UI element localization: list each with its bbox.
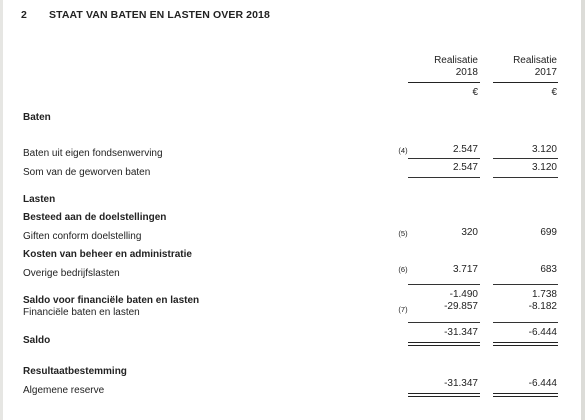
- saldo-2018: -31.347: [444, 327, 478, 338]
- algemene-double-rule-2018: [408, 393, 480, 397]
- section-number: 2: [21, 9, 27, 21]
- saldo-double-rule-2018: [408, 342, 480, 346]
- algemene-2017: -6.444: [528, 378, 557, 389]
- algemene-2018: -31.347: [444, 378, 478, 389]
- saldo-fin-2018: -1.490: [449, 289, 478, 300]
- fin-rule-2017: [493, 322, 558, 323]
- resultaat-heading: Resultaatbestemming: [23, 366, 127, 377]
- column-header-2017-label: Realisatie: [513, 55, 557, 66]
- column-header-2017-year: 2017: [534, 67, 557, 78]
- fin-baten-2018: -29.857: [444, 301, 478, 312]
- overige-2018: 3.717: [452, 264, 478, 275]
- algemene-double-rule-2017: [493, 393, 558, 397]
- overige-note: (6): [398, 265, 408, 274]
- header-rule-2018: [408, 82, 480, 83]
- kosten-heading: Kosten van beheer en administratie: [23, 249, 192, 260]
- baten-eigen-2018: 2.547: [452, 144, 478, 155]
- som-baten-2017: 3.120: [531, 162, 557, 173]
- som-baten-2018: 2.547: [452, 162, 478, 173]
- lasten-heading: Lasten: [23, 194, 56, 205]
- page-title: [21, 9, 270, 21]
- baten-heading: Baten: [23, 112, 51, 123]
- fin-rule-2018: [408, 322, 480, 323]
- lasten-rule-2017: [493, 284, 558, 285]
- saldo-fin-2017: 1.738: [531, 289, 557, 300]
- baten-eigen-note: (4): [398, 146, 408, 155]
- giften-2017: 699: [540, 227, 557, 238]
- baten-eigen-label: Baten uit eigen fondsenwerving: [23, 148, 163, 159]
- saldo-fin-label: Saldo voor financiële baten en lasten: [23, 295, 200, 306]
- lasten-rule-2018: [408, 284, 480, 285]
- subtotal-rule-2017: [493, 158, 558, 159]
- currency-2018: €: [472, 87, 478, 98]
- overige-2017: 683: [540, 264, 557, 275]
- column-header-2018: [403, 55, 478, 79]
- title-text: STAAT VAN BATEN EN LASTEN OVER 2018: [49, 9, 270, 21]
- saldo-double-rule-2017: [493, 342, 558, 346]
- baten-eigen-2017: 3.120: [531, 144, 557, 155]
- fin-baten-label: Financiële baten en lasten: [23, 307, 140, 318]
- saldo-label: Saldo: [23, 335, 51, 346]
- saldo-2017: -6.444: [528, 327, 557, 338]
- total-rule-2018: [408, 177, 480, 178]
- giften-2018: 320: [461, 227, 478, 238]
- column-header-2018-label: Realisatie: [434, 55, 478, 66]
- som-baten-label: Som van de geworven baten: [23, 167, 151, 178]
- besteed-heading: Besteed aan de doelstellingen: [23, 212, 167, 223]
- header-rule-2017: [493, 82, 558, 83]
- currency-2017: €: [551, 87, 557, 98]
- fin-baten-2017: -8.182: [528, 301, 557, 312]
- total-rule-2017: [493, 177, 558, 178]
- algemene-label: Algemene reserve: [23, 385, 105, 396]
- giften-label: Giften conform doelstelling: [23, 231, 142, 242]
- fin-baten-note: (7): [398, 305, 408, 314]
- giften-note: (5): [398, 229, 408, 238]
- overige-label: Overige bedrijfslasten: [23, 268, 120, 279]
- column-header-2018-year: 2018: [455, 67, 478, 78]
- column-header-2017: [493, 55, 557, 79]
- subtotal-rule-2018: [408, 158, 480, 159]
